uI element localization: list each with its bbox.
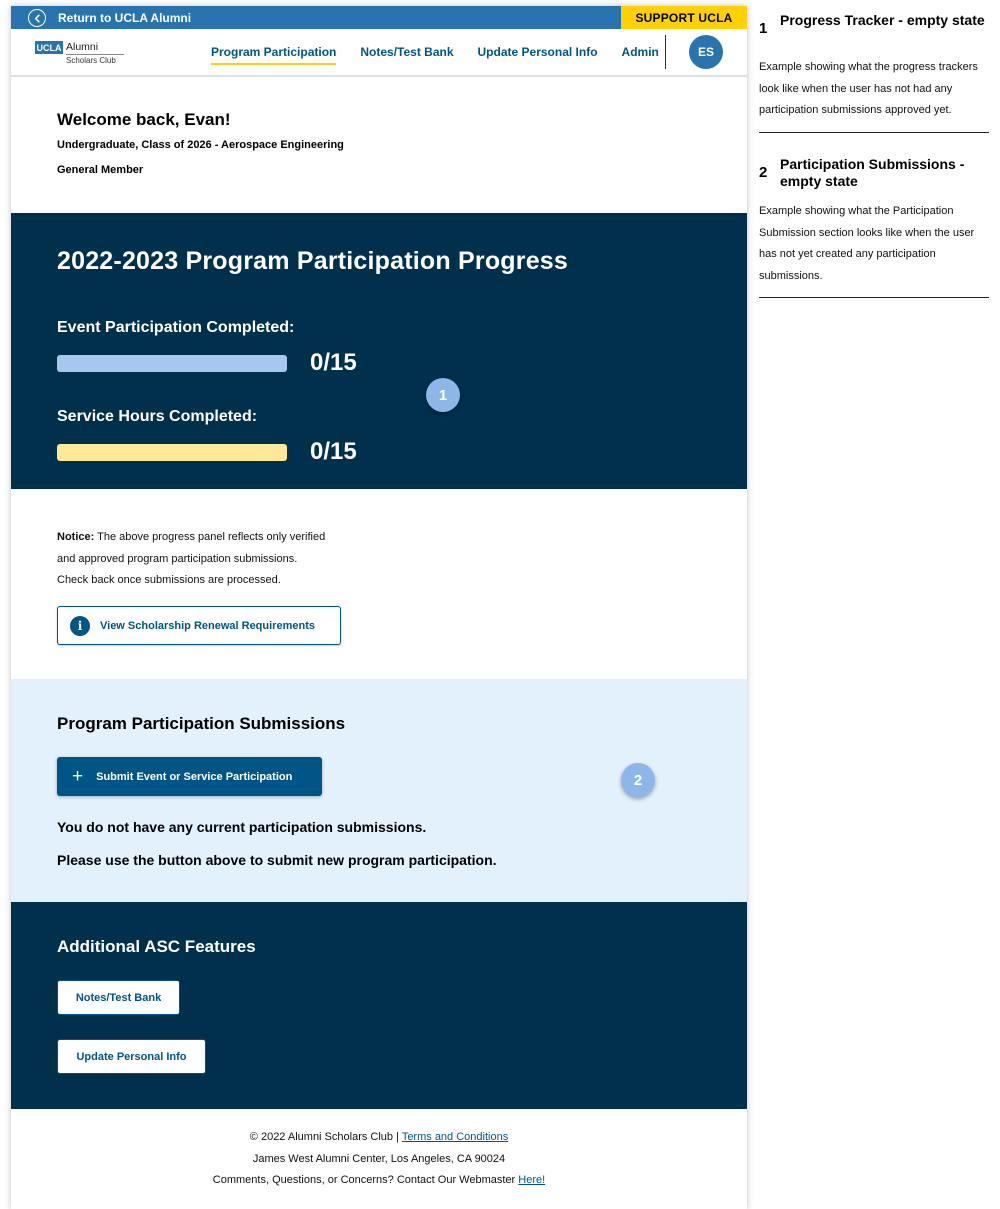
annotation-marker-2: 2 [621, 763, 655, 797]
footer-copyright-line [11, 1131, 747, 1143]
app-frame [11, 6, 747, 1209]
student-program: Undergraduate, Class of 2026 - Aerospace Engineering [57, 139, 344, 151]
annotation-2-description: Example showing what the Participation Submission section looks like when the user has not yet created any participation submissions. [759, 205, 975, 282]
plus-icon: + [72, 766, 84, 787]
submissions-title: Program Participation Submissions [57, 714, 346, 733]
membership-level: General Member [57, 164, 144, 176]
main-header [11, 29, 747, 77]
submit-button-label: Submit Event or Service Participation [96, 770, 293, 783]
nav-admin[interactable]: Admin [621, 45, 659, 59]
annotation-2-title: Participation Submissions - empty state [780, 156, 965, 189]
event-progress-count: 0/15 [310, 349, 357, 376]
additional-features-section [11, 902, 747, 1109]
user-avatar[interactable]: ES [689, 35, 723, 69]
footer [11, 1109, 747, 1209]
event-participation-label: Event Participation Completed: [57, 319, 295, 336]
update-personal-info-button[interactable]: Update Personal Info [57, 1039, 206, 1074]
progress-panel [11, 213, 747, 489]
copyright-text: © 2022 Alumni Scholars Club | [249, 1131, 399, 1143]
nav-notes-test-bank[interactable]: Notes/Test Bank [360, 45, 454, 59]
footer-contact-line [11, 1174, 747, 1186]
annotation-1-title: Progress Tracker - empty state [780, 12, 985, 28]
annotation-2-number: 2 [759, 164, 768, 181]
submit-participation-button[interactable] [57, 757, 322, 796]
webmaster-here-link[interactable]: Here! [518, 1174, 546, 1186]
notice-text [57, 527, 377, 592]
nav-program-participation[interactable]: Program Participation [211, 45, 337, 59]
notice-line1: The above progress panel reflects only verified [97, 531, 326, 543]
submissions-section [11, 679, 747, 902]
info-icon: i [70, 616, 90, 636]
annotation-marker-1: 1 [426, 378, 460, 412]
nav-divider [665, 35, 666, 69]
nav-update-personal-info[interactable]: Update Personal Info [477, 45, 598, 59]
support-ucla-button[interactable]: SUPPORT UCLA [621, 6, 747, 29]
empty-message-1: You do not have any current participation submissions. [57, 819, 427, 835]
notes-test-bank-button[interactable]: Notes/Test Bank [57, 980, 180, 1015]
empty-message-2: Please use the button above to submit new program participation. [57, 852, 497, 868]
back-arrow-icon [28, 9, 46, 27]
logo-line1: Alumni [66, 41, 99, 53]
primary-nav [211, 29, 683, 75]
logo-rule [66, 54, 124, 55]
annotation-1-number: 1 [759, 20, 768, 37]
annotation-2-divider [759, 297, 989, 298]
footer-address: James West Alumni Center, Los Angeles, CA 90024 [252, 1153, 506, 1165]
service-progress-bar [57, 444, 287, 461]
notice-bold: Notice: [57, 531, 95, 543]
top-bar [11, 6, 747, 29]
notice-line3: Check back once submissions are processed. [57, 574, 281, 586]
welcome-greeting: Welcome back, Evan! [57, 110, 231, 129]
renewal-button-label: View Scholarship Renewal Requirements [100, 619, 315, 632]
logo-line2: Scholars Club [66, 56, 116, 65]
event-progress-bar [57, 355, 287, 372]
view-renewal-requirements-button[interactable] [57, 606, 341, 645]
logo-badge: UCLA [36, 42, 62, 53]
return-to-ucla-alumni-link[interactable] [28, 9, 191, 27]
service-hours-label: Service Hours Completed: [57, 408, 258, 425]
contact-text: Comments, Questions, or Concerns? Contact Our Webmaster [212, 1174, 516, 1186]
return-label: Return to UCLA Alumni [58, 11, 192, 25]
service-progress-count: 0/15 [310, 438, 357, 465]
additional-title: Additional ASC Features [57, 937, 256, 956]
terms-and-conditions-link[interactable]: Terms and Conditions [401, 1131, 509, 1143]
welcome-section [57, 110, 344, 176]
progress-title: 2022-2023 Program Participation Progress [57, 247, 569, 275]
alumni-scholars-club-logo[interactable] [35, 40, 125, 66]
annotation-1-description: Example showing what the progress trackers look like when the user has not had any participation submissions approved yet. [759, 61, 978, 116]
notice-line2: and approved program participation submissions. [57, 552, 298, 565]
annotation-1-divider [759, 132, 989, 133]
